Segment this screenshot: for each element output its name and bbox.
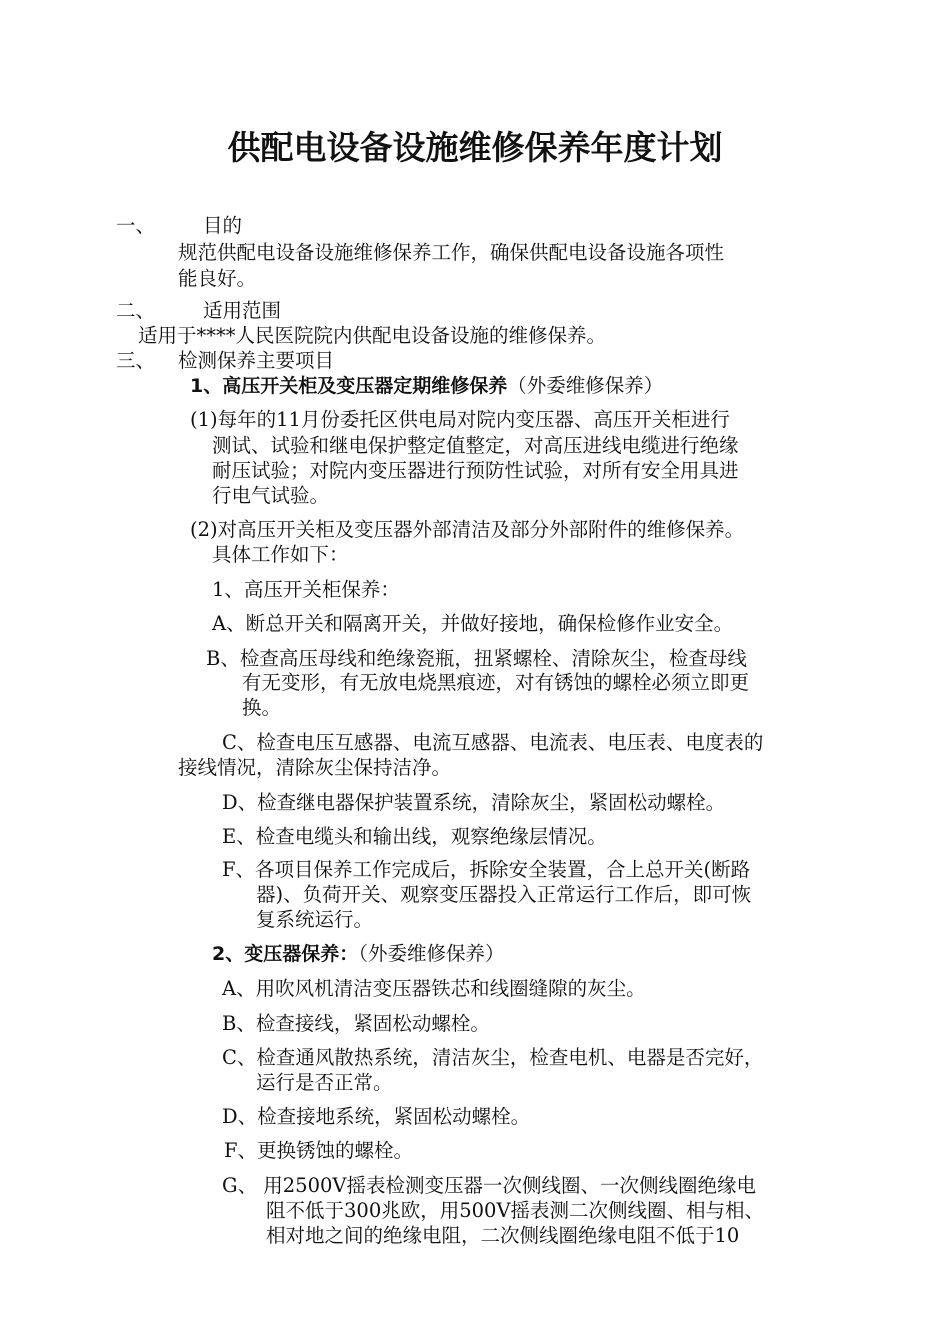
section-3-number: 三、 — [116, 349, 156, 372]
list-item: 阻不低于300兆欧，用500V摇表测二次侧线圈、相与相、 — [266, 1199, 765, 1222]
list-item: A、用吹风机清洁变压器铁芯和线圈缝隙的灰尘。 — [222, 977, 646, 1000]
list-item: 相对地之间的绝缘电阻，二次侧线圈绝缘电阻不低于10 — [266, 1224, 740, 1247]
section-2-body: 适用于****人民医院院内供配电设备设施的维修保养。 — [138, 324, 607, 347]
list-item: F、更换锈蚀的螺栓。 — [224, 1139, 414, 1162]
list-item: 换。 — [242, 696, 282, 719]
item-1-heading-note: （外委维修保养） — [507, 374, 664, 397]
list-item: C、检查通风散热系统，清洁灰尘，检查电机、电器是否完好， — [222, 1046, 764, 1069]
list-item: F、各项目保养工作完成后，拆除安全装置，合上总开关(断路 — [222, 858, 751, 881]
list-item: C、检查电压互感器、电流互感器、电流表、电压表、电度表的 — [222, 731, 764, 754]
list-item: E、检查电缆头和输出线，观察绝缘层情况。 — [222, 825, 607, 848]
paragraph-line: 行电气试验。 — [212, 484, 330, 507]
sub-heading: 1、高压开关柜保养： — [212, 578, 400, 601]
paragraph-line: 测试、试验和继电保护整定值整定，对高压进线电缆进行绝缘 — [212, 434, 739, 457]
item-1-heading-text: 1、高压开关柜及变压器定期维修保养 — [190, 375, 508, 397]
list-item: B、检查高压母线和绝缘瓷瓶，扭紧螺栓、清除灰尘，检查母线 — [206, 647, 747, 670]
section-1-body: 规范供配电设备设施维修保养工作，确保供配电设备设施各项性 — [178, 241, 725, 264]
list-item: B、检查接线，紧固松动螺栓。 — [222, 1012, 490, 1035]
section-1-number: 一、 — [116, 214, 156, 237]
paragraph-line: (2)对高压开关柜及变压器外部清洁及部分外部附件的维修保养。 — [190, 518, 745, 541]
item-1-heading — [190, 372, 663, 400]
item-2-heading — [212, 940, 505, 968]
section-3-heading: 检测保养主要项目 — [178, 349, 335, 372]
section-1-body: 能良好。 — [178, 267, 257, 290]
item-2-heading-text: 2、变压器保养： — [212, 943, 359, 965]
section-2-heading: 适用范围 — [203, 299, 282, 322]
list-item: 接线情况，清除灰尘保持洁净。 — [178, 756, 452, 779]
paragraph-line: 耐压试验；对院内变压器进行预防性试验，对所有安全用具进 — [212, 459, 739, 482]
document-title: 供配电设备设施维修保养年度计划 — [227, 128, 723, 167]
list-item: A、断总开关和隔离开关，并做好接地，确保检修作业安全。 — [212, 612, 734, 635]
list-item: G、 用2500V摇表检测变压器一次侧线圈、一次侧线圈绝缘电 — [222, 1174, 756, 1197]
section-1-heading: 目的 — [203, 214, 243, 237]
paragraph-line: (1)每年的11月份委托区供电局对院内变压器、高压开关柜进行 — [190, 408, 730, 431]
list-item: 有无变形，有无放电烧黑痕迹，对有锈蚀的螺栓必须立即更 — [242, 671, 750, 694]
section-2-number: 二、 — [116, 299, 156, 322]
list-item: 运行是否正常。 — [256, 1071, 393, 1094]
item-2-heading-note: （外委维修保养） — [358, 942, 505, 965]
list-item: D、检查继电器保护装置系统，清除灰尘，紧固松动螺栓。 — [222, 791, 726, 814]
list-item: D、检查接地系统，紧固松动螺栓。 — [222, 1105, 531, 1128]
list-item: 器)、负荷开关、观察变压器投入正常运行工作后，即可恢 — [256, 883, 752, 906]
paragraph-line: 具体工作如下： — [212, 543, 349, 566]
list-item: 复系统运行。 — [256, 908, 374, 931]
